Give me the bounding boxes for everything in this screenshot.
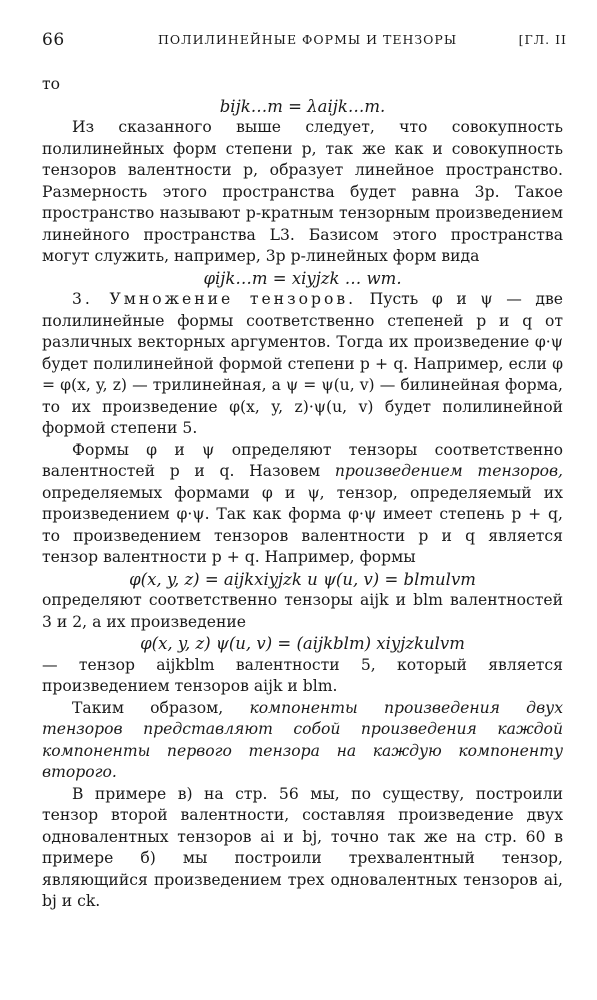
formula-1: bijk…m = λaijk…m. [219,96,386,116]
paragraph-2-text: Пусть φ и ψ — две полилинейные формы соответственно степеней p и q от различных векторных аргументов. Тогда их произведение φ·ψ будет полилинейной формой степени p + q. Например, если φ = φ(x, y, z) — трилинейная, а ψ = ψ(u, v) — билинейная форма, то их произведение φ(x, y, z)·ψ(u, v) будет полилинейной формой степени 5. [42,290,563,437]
line-to: то [42,75,61,93]
running-title: ПОЛИЛИНЕЙНЫЕ ФОРМЫ И ТЕНЗОРЫ [158,32,458,47]
paragraph-7: В примере в) на стр. 56 мы, по существу, построили тензор второй валентности, составляя произведение двух одновалентных тензоров ai и bj, точно так же на стр. 60 в примере б) мы построили трехвалентный тензор, являющийся произведением трех одновалентных тензоров ai, bj и ck. [42,784,563,910]
section-heading: 3. Умножение тензоров. [72,290,357,308]
paragraph-3-a: Формы φ и ψ определяют тензоры соответственно валентностей p и q. Назовем [42,440,563,480]
paragraph-3 [42,440,563,569]
term-tensor-product: произведением тензоров, [334,462,564,480]
formula-2: φijk…m = xiyjzk … wm. [203,268,402,288]
chapter-label: [ГЛ. II [518,32,567,47]
paragraph-1: Из сказанного выше следует, что совокупность полилинейных форм степени p, так же как и совокупность тензоров валентности p, образует линейное пространство. Размерность этого пространства будет равна 3p. Такое пространство называют p-кратным тензорным произведением линейного пространства L3. Базисом этого пространства могут служить, например, 3p p-линейных форм вида [42,118,563,265]
paragraph-2 [42,289,563,440]
paragraph-6-emphasis: компоненты произведения двух тензоров представляют собой произведения каждой компоненты первого тензора на каждую компоненту второго. [42,698,563,781]
paragraph-6-lead: Таким образом, [72,698,224,717]
formula-4: φ(x, y, z) ψ(u, v) = (aijkblm) xiyjzkulvm [140,634,465,653]
page-body [42,74,563,913]
paragraph-4: определяют соответственно тензоры aijk и blm валентностей 3 и 2, а их произведение [42,591,563,631]
paragraph-6 [42,698,563,784]
paragraph-3-b: определяемых формами φ и ψ, тензор, определяемый их произведением φ·ψ. Так как форма φ·ψ имеет степень p + q, то произведением тензоров валентности p и q является тензор валентности p + q. Например, формы [42,483,563,566]
page-number: 66 [42,30,65,50]
page-header [42,30,567,52]
paragraph-5: — тензор aijkblm валентности 5, который является произведением тензоров aijk и blm. [42,655,563,695]
formula-3: φ(x, y, z) = aijkxiyjzk и ψ(u, v) = blmulvm [129,569,476,589]
